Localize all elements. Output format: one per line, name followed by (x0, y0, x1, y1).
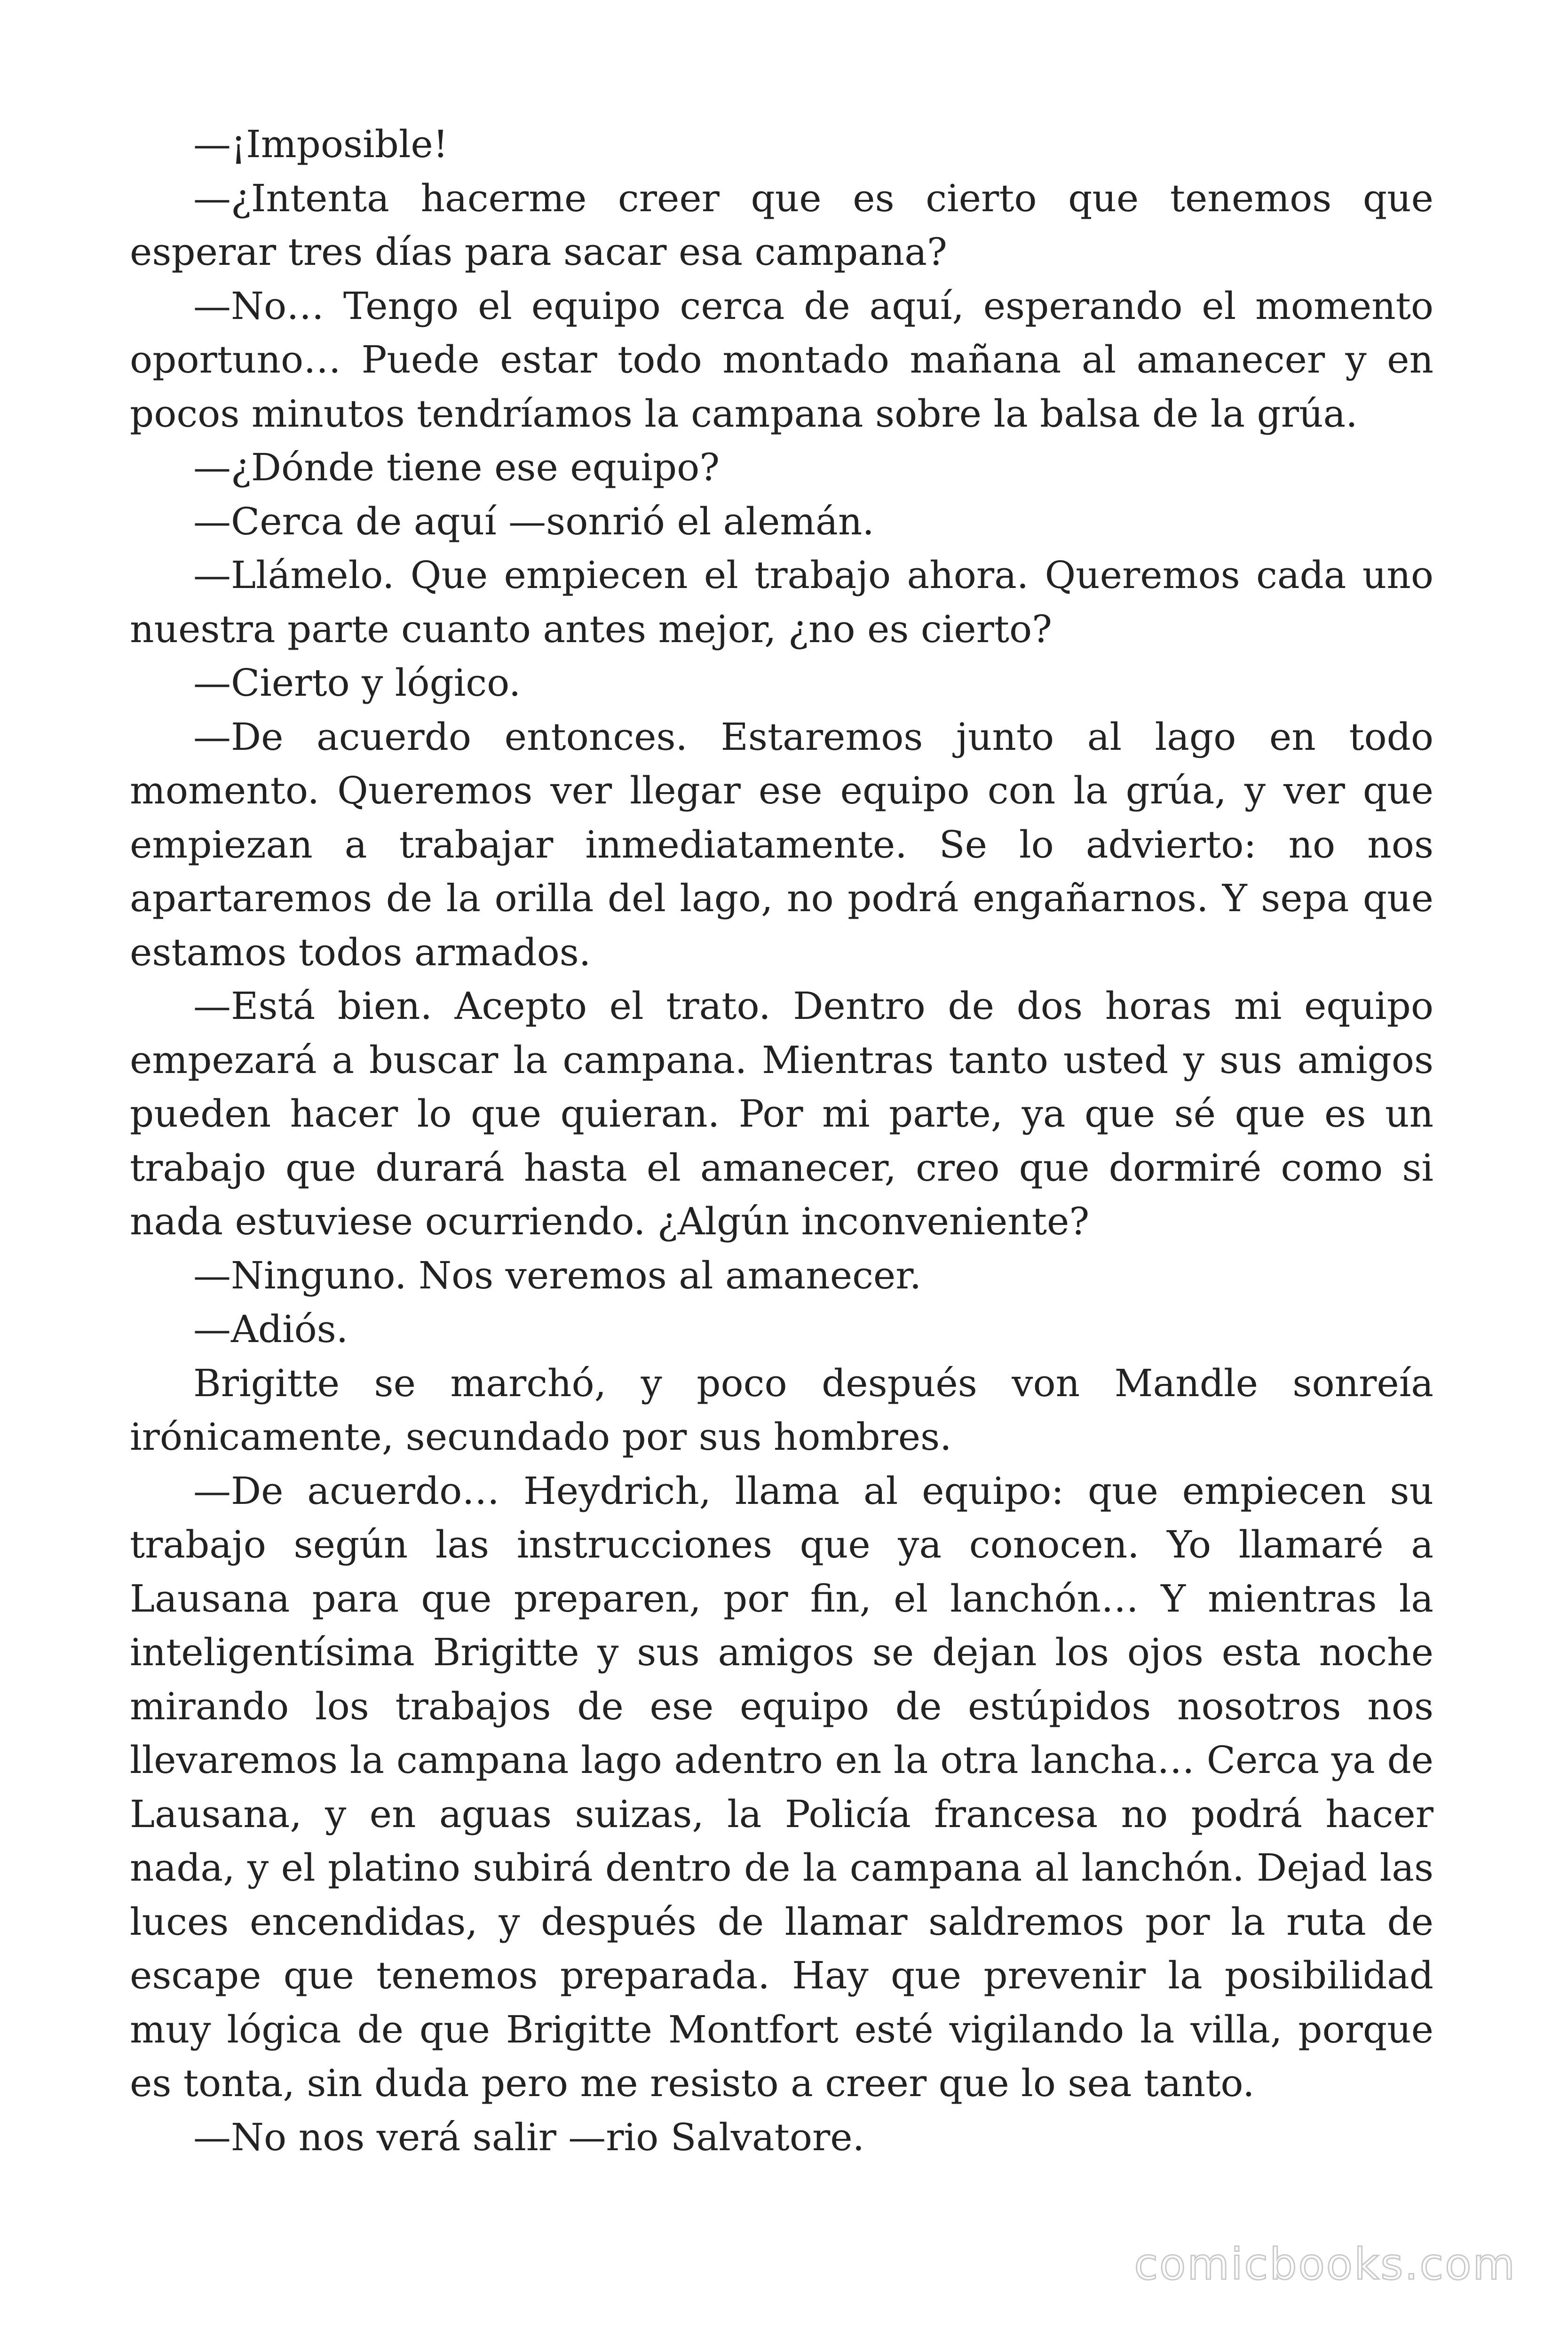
paragraph: —No… Tengo el equipo cerca de aquí, esperando el momento oportuno… Puede estar todo montado mañana al amanecer y en pocos minutos tendríamos la campana sobre la balsa de la grúa. (130, 284, 1433, 436)
paragraph: —Cierto y lógico. (193, 661, 521, 705)
paragraph: —¡Imposible! (193, 122, 448, 166)
paragraph: —Adiós. (193, 1307, 348, 1351)
page-text (130, 118, 1433, 2164)
paragraph: Brigitte se marchó, y poco después von Mandle sonreía irónicamente, secundado por sus hombres. (130, 1361, 1433, 1459)
paragraph: —Cerca de aquí —sonrió el alemán. (193, 499, 874, 543)
watermark: comicbooks.com (1134, 2239, 1516, 2289)
paragraph: —Llámelo. Que empiecen el trabajo ahora. Queremos cada uno nuestra parte cuanto antes mejor, ¿no es cierto? (130, 553, 1433, 651)
paragraph: —¿Dónde tiene ese equipo? (193, 445, 720, 489)
paragraph: —Ninguno. Nos veremos al amanecer. (193, 1253, 922, 1297)
paragraph: —¿Intenta hacerme creer que es cierto que tenemos que esperar tres días para sacar esa campana? (130, 176, 1433, 274)
paragraph: —De acuerdo entonces. Estaremos junto al lago en todo momento. Queremos ver llegar ese equipo con la grúa, y ver que empiezan a trabajar inmediatamente. Se lo advierto: no nos apartaremos de la orilla del lago, no podrá engañarnos. Y sepa que estamos todos armados. (130, 715, 1433, 974)
paragraph: —De acuerdo… Heydrich, llama al equipo: que empiecen su trabajo según las instrucciones que ya conocen. Yo llamaré a Lausana para que preparen, por fin, el lanchón… Y mientras la inteligentísima Brigitte y sus amigos se dejan los ojos esta noche mirando los trabajos de ese equipo de estúpidos nosotros nos llevaremos la campana lago adentro en la otra lancha… Cerca ya de Lausana, y en aguas suizas, la Policía francesa no podrá hacer nada, y el platino subirá dentro de la campana al lanchón. Dejad las luces encendidas, y después de llamar saldremos por la ruta de escape que tenemos preparada. Hay que prevenir la posibilidad muy lógica de que Brigitte Montfort esté vigilando la villa, porque es tonta, sin duda pero me resisto a creer que lo sea tanto. (130, 1469, 1433, 2105)
paragraph: —Está bien. Acepto el trato. Dentro de dos horas mi equipo empezará a buscar la campana. Mientras tanto usted y sus amigos pueden hacer lo que quieran. Por mi parte, ya que sé que es un trabajo que durará hasta el amanecer, creo que dormiré como si nada estuviese ocurriendo. ¿Algún inconveniente? (130, 984, 1433, 1243)
paragraph: —No nos verá salir —rio Salvatore. (193, 2115, 864, 2159)
